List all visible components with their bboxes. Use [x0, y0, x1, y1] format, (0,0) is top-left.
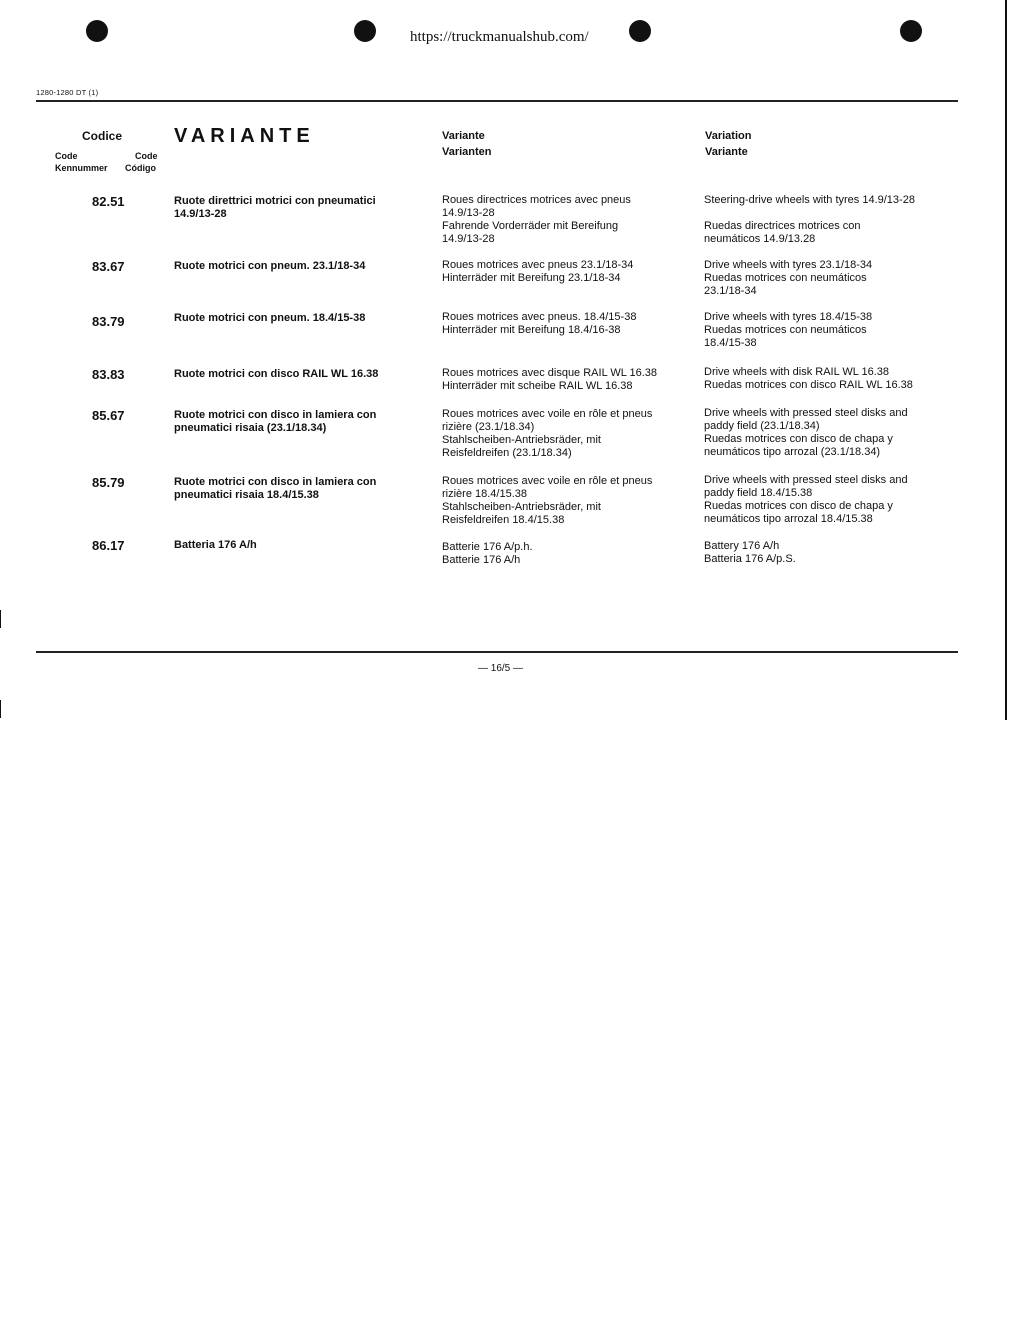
desc-line: Ruote motrici con pneum. 18.4/15-38 [174, 312, 366, 324]
punch-hole-1 [86, 20, 108, 42]
variant-desc-en-es [704, 311, 954, 350]
desc-line: neumáticos 14.9/13.28 [704, 233, 816, 245]
variant-desc-en-es [704, 194, 954, 246]
desc-line: Batterie 176 A/p.h. [442, 541, 533, 553]
document-reference: 1280-1280 DT (1) [36, 88, 99, 97]
punch-hole-3 [629, 20, 651, 42]
variant-desc-it [174, 312, 424, 325]
header-kennummer: Kennummer [55, 163, 108, 173]
desc-line: Roues directrices motrices avec pneus [442, 194, 631, 206]
desc-line: 18.4/15-38 [704, 337, 757, 349]
desc-line: Hinterräder mit Bereifung 23.1/18-34 [442, 272, 621, 284]
desc-line: Drive wheels with tyres 18.4/15-38 [704, 311, 873, 323]
desc-line: neumáticos tipo arrozal (23.1/18.34) [704, 446, 881, 458]
desc-line: Hinterräder mit scheibe RAIL WL 16.38 [442, 380, 633, 392]
desc-line: 14.9/13-28 [442, 233, 495, 245]
desc-line: Stahlscheiben-Antriebsräder, mit [442, 501, 601, 513]
desc-line: Ruedas motrices con neumáticos [704, 272, 867, 284]
variant-desc-fr-de [442, 311, 692, 337]
variant-code: 86.17 [92, 538, 125, 553]
source-url[interactable]: https://truckmanualshub.com/ [410, 29, 589, 45]
header-codice: Codice [82, 129, 123, 143]
desc-line [704, 207, 954, 220]
variant-code: 85.67 [92, 408, 125, 423]
desc-line: Ruote motrici con disco RAIL WL 16.38 [174, 368, 379, 380]
scan-edge-mark-right [1005, 0, 1007, 720]
header-variation-en: Variation [705, 130, 752, 142]
desc-line: neumáticos tipo arrozal 18.4/15.38 [704, 513, 873, 525]
variant-desc-fr-de [442, 408, 692, 460]
scan-edge-mark-left-1 [0, 610, 1, 628]
desc-line: Roues motrices avec voile en rôle et pneus [442, 408, 653, 420]
desc-line: pneumatici risaia (23.1/18.34) [174, 422, 327, 434]
scan-edge-mark-left-2 [0, 700, 1, 718]
variant-desc-it [174, 195, 424, 221]
desc-line: Batteria 176 A/p.S. [704, 553, 796, 565]
punch-hole-4 [900, 20, 922, 42]
desc-line: Ruedas directrices motrices con [704, 220, 861, 232]
desc-line: Drive wheels with pressed steel disks and [704, 407, 908, 419]
header-fr-de [442, 128, 492, 160]
desc-line: pneumatici risaia 18.4/15.38 [174, 489, 319, 501]
desc-line: Reisfeldreifen 18.4/15.38 [442, 514, 565, 526]
header-variante-es: Variante [705, 146, 748, 158]
header-variante-it: VARIANTE [174, 125, 315, 147]
desc-line: Roues motrices avec voile en rôle et pneus [442, 475, 653, 487]
desc-line: Ruote direttrici motrici con pneumatici [174, 195, 376, 207]
desc-line: Batteria 176 A/h [174, 539, 257, 551]
punch-hole-2 [354, 20, 376, 42]
desc-line: rizière 18.4/15.38 [442, 488, 527, 500]
variant-desc-en-es [704, 540, 954, 566]
variant-desc-en-es [704, 474, 954, 526]
variant-code: 83.79 [92, 314, 125, 329]
desc-line: Roues motrices avec disque RAIL WL 16.38 [442, 367, 658, 379]
header-code-fr: Code [55, 151, 78, 161]
variant-desc-it [174, 260, 424, 273]
variant-desc-it [174, 476, 424, 502]
top-divider [36, 100, 958, 102]
variant-desc-fr-de [442, 475, 692, 527]
desc-line: Drive wheels with pressed steel disks and [704, 474, 908, 486]
header-en-es [705, 128, 751, 160]
variant-desc-fr-de [442, 367, 692, 393]
desc-line: Ruedas motrices con disco de chapa y [704, 433, 893, 445]
variant-desc-en-es [704, 407, 954, 459]
header-codigo: Código [125, 163, 156, 173]
desc-line: Ruote motrici con pneum. 23.1/18-34 [174, 260, 366, 272]
desc-line: Roues motrices avec pneus. 18.4/15-38 [442, 311, 637, 323]
bottom-divider [36, 651, 958, 653]
desc-line: Battery 176 A/h [704, 540, 780, 552]
variant-desc-it [174, 539, 424, 552]
variant-desc-en-es [704, 366, 954, 392]
desc-line: Ruote motrici con disco in lamiera con [174, 476, 377, 488]
variant-desc-fr-de [442, 541, 692, 567]
desc-line: Ruote motrici con disco in lamiera con [174, 409, 377, 421]
desc-line: rizière (23.1/18.34) [442, 421, 535, 433]
variant-desc-fr-de [442, 259, 692, 285]
variant-code: 82.51 [92, 194, 125, 209]
variant-code: 83.83 [92, 367, 125, 382]
desc-line: Hinterräder mit Bereifung 18.4/16-38 [442, 324, 621, 336]
desc-line: Stahlscheiben-Antriebsräder, mit [442, 434, 601, 446]
desc-line: 14.9/13-28 [174, 208, 227, 220]
variant-desc-it [174, 409, 424, 435]
header-variante-fr: Variante [442, 130, 485, 142]
desc-line: 23.1/18-34 [704, 285, 757, 297]
desc-line: Steering-drive wheels with tyres 14.9/13-28 [704, 194, 915, 206]
desc-line: Fahrende Vorderräder mit Bereifung [442, 220, 619, 232]
header-varianten-de: Varianten [442, 146, 492, 158]
variant-code: 85.79 [92, 475, 125, 490]
desc-line: Ruedas motrices con neumáticos [704, 324, 867, 336]
desc-line: Ruedas motrices con disco RAIL WL 16.38 [704, 379, 913, 391]
desc-line: paddy field 18.4/15.38 [704, 487, 813, 499]
variant-desc-en-es [704, 259, 954, 298]
desc-line: Drive wheels with tyres 23.1/18-34 [704, 259, 873, 271]
desc-line: Drive wheels with disk RAIL WL 16.38 [704, 366, 890, 378]
header-code-es: Code [135, 151, 158, 161]
desc-line: Roues motrices avec pneus 23.1/18-34 [442, 259, 634, 271]
desc-line: Ruedas motrices con disco de chapa y [704, 500, 893, 512]
desc-line: Reisfeldreifen (23.1/18.34) [442, 447, 572, 459]
desc-line: paddy field (23.1/18.34) [704, 420, 820, 432]
desc-line: Batterie 176 A/h [442, 554, 521, 566]
variant-desc-fr-de [442, 194, 692, 246]
desc-line: 14.9/13-28 [442, 207, 495, 219]
page-number: — 16/5 — [478, 663, 524, 674]
variant-desc-it [174, 368, 424, 381]
variant-code: 83.67 [92, 259, 125, 274]
